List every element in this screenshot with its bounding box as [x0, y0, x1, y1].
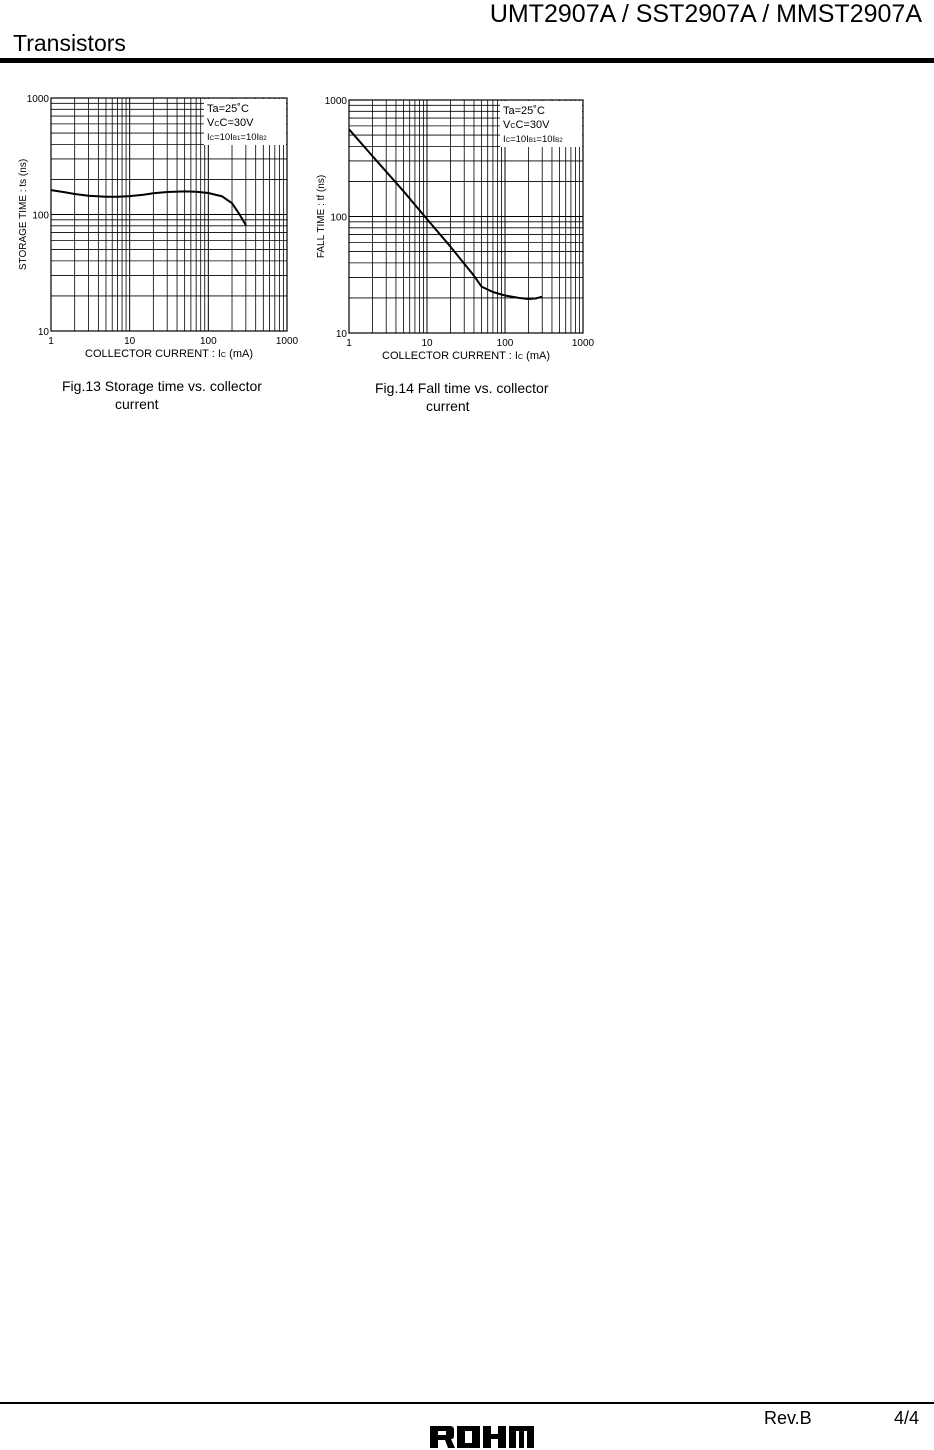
fig14-chart [298, 90, 608, 375]
fig14-caption [375, 379, 549, 415]
fig13-y-tick-label: 10 [37, 327, 49, 338]
fig14-y-tick-label: 10 [335, 329, 347, 340]
revision-label: Rev.B [764, 1408, 812, 1428]
fig13-x-tick-label: 100 [199, 336, 217, 347]
fig14-x-tick-label: 10 [421, 338, 433, 349]
fig13-annotation-line: Ta=25˚C [207, 103, 249, 115]
footer-rule [0, 1402, 934, 1404]
fig14-x-axis-label: COLLECTOR CURRENT : IC (mA) [382, 350, 550, 362]
fig14-caption-line1: Fig.14 Fall time vs. collector [375, 380, 549, 396]
fig14-x-tick-label: 1000 [571, 338, 595, 349]
fig13-annotation-line: VCC=30V [207, 117, 254, 129]
fig13-caption-line1: Fig.13 Storage time vs. collector [62, 378, 262, 394]
fig14-y-tick-label: 1000 [324, 96, 347, 107]
fig13-x-tick-label: 1 [48, 336, 54, 347]
fig13-chart [0, 88, 310, 373]
fig13-y-tick-label: 1000 [26, 94, 49, 105]
fig14-series-line [349, 129, 542, 299]
header-rule [0, 58, 934, 63]
fig14-x-tick-label: 100 [496, 338, 514, 349]
page-number: 4/4 [894, 1408, 920, 1428]
rohm-logo [430, 1424, 534, 1450]
fig13-y-axis-label: STORAGE TIME : ts (ns) [18, 158, 29, 271]
section-title: Transistors [13, 30, 126, 56]
fig14-x-tick-label: 1 [346, 338, 352, 349]
fig13-x-axis-label: COLLECTOR CURRENT : IC (mA) [85, 348, 253, 360]
fig13-caption [62, 377, 262, 413]
fig13-x-tick-label: 10 [124, 336, 136, 347]
fig14-annotation-line: VCC=30V [503, 119, 550, 131]
fig13-caption-line2: current [115, 396, 159, 412]
fig14-y-tick-label: 100 [330, 212, 347, 224]
part-numbers-title: UMT2907A / SST2907A / MMST2907A [489, 0, 922, 28]
fig14-y-axis-label: FALL TIME : tf (ns) [316, 174, 327, 259]
fig14-svg [298, 90, 608, 370]
fig13-svg [0, 88, 310, 368]
fig13-x-tick-label: 1000 [275, 336, 299, 347]
fig13-y-tick-label: 100 [32, 210, 49, 222]
fig14-caption-line2: current [426, 398, 470, 414]
fig14-annotation-line: Ta=25˚C [503, 105, 545, 117]
fig14-annotation-line: IC=10IB1=10IB2 [503, 134, 563, 145]
fig13-annotation-line: IC=10IB1=10IB2 [207, 132, 267, 143]
